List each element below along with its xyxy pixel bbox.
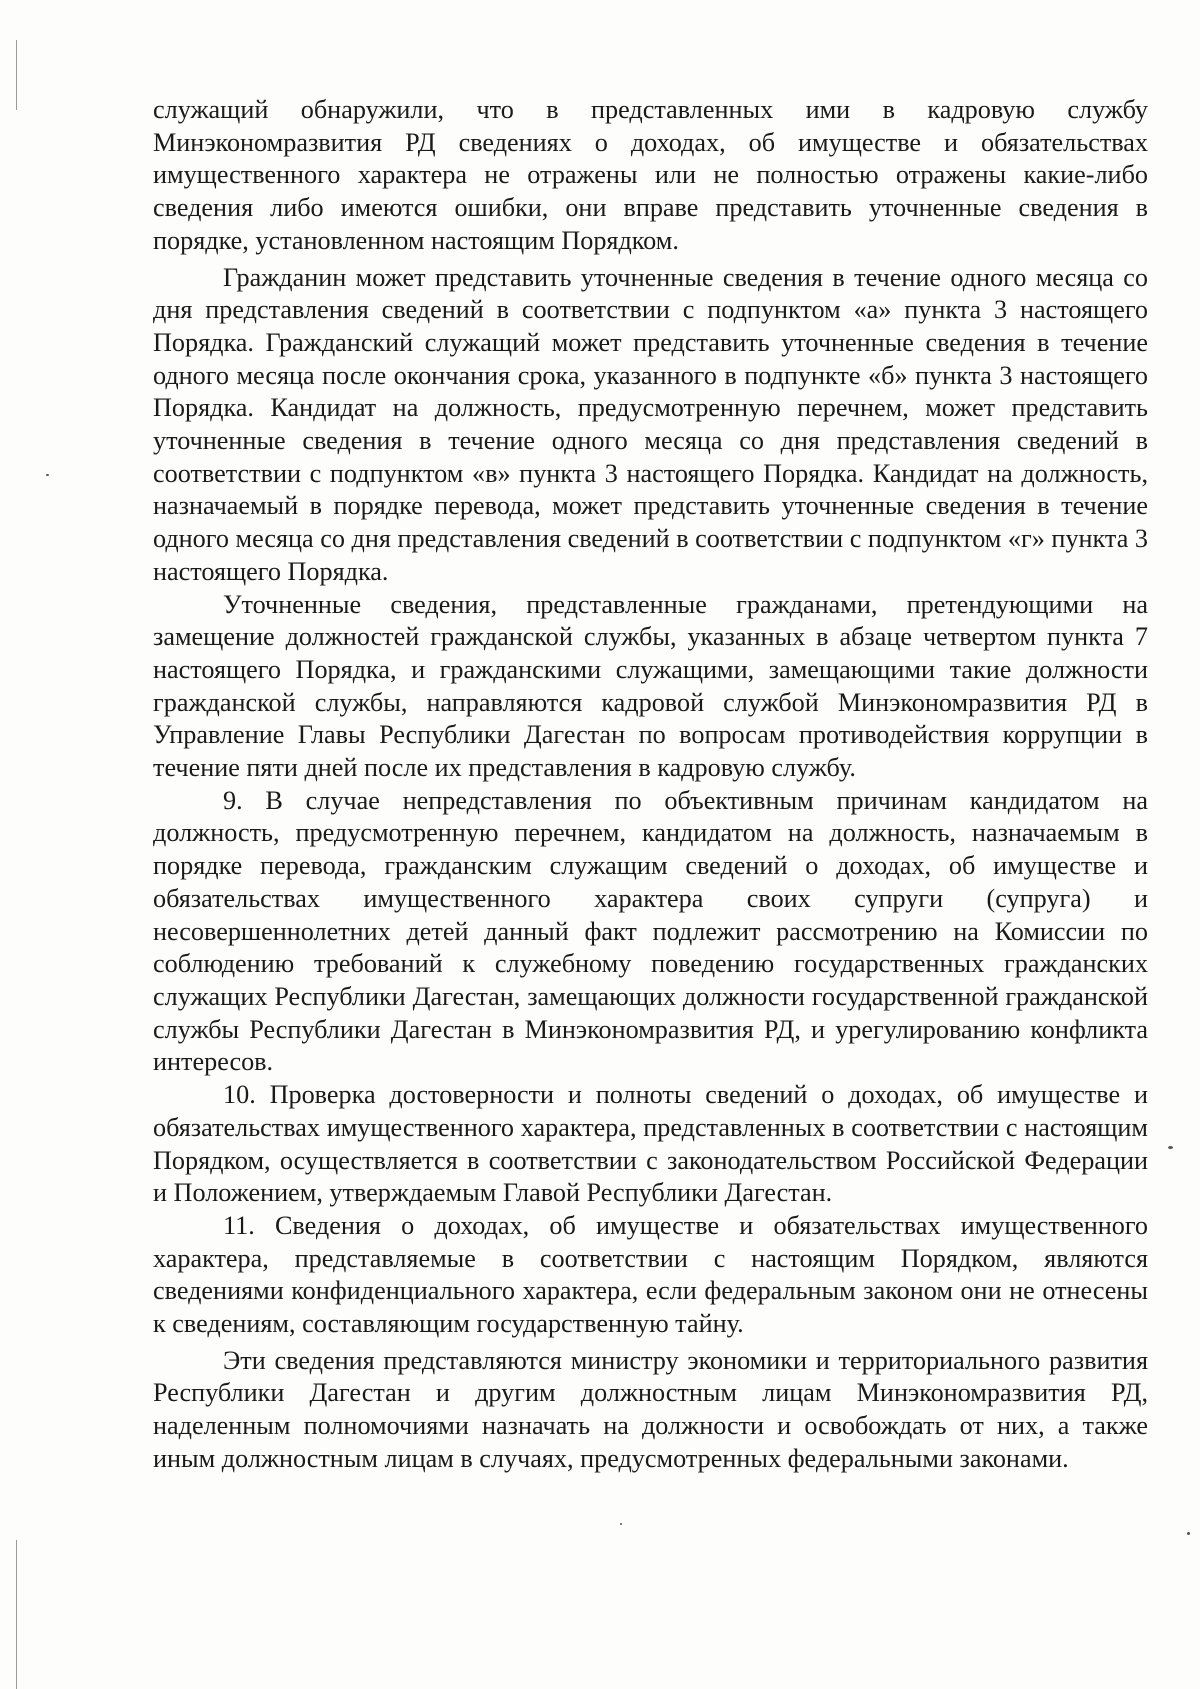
paragraph-clause-9: 9. В случае непредставления по объективным причинам кандидатом на должность, предусмотренную перечнем, кандидатом на должность, назначаемым в порядке перевода, гражданским служащим сведений о доходах, об имуществе и обязательствах имущественного характера своих супруги (супруга) и несовершеннолетних детей данный факт подлежит рассмотрению на Комиссии по соблюдению требований к служебному поведению государственных гражданских служащих Республики Дагестан, замещающих должности государственной гражданской службы Республики Дагестан в Минэкономразвития РД, и урегулированию конфликта интересов.	[153, 785, 1148, 1077]
scan-speck	[46, 474, 49, 476]
scan-edge-mark	[16, 1540, 17, 1689]
scan-speck	[1187, 1532, 1190, 1535]
scan-speck	[1168, 1146, 1173, 1149]
paragraph-clause-10: 10. Проверка достоверности и полноты сведений о доходах, об имуществе и обязательствах имущественного характера, представленных в соответствии с настоящим Порядком, осуществляется в соответствии с законодательством Российской Федерации и Положением, утверждаемым Главой Республики Дагестан.	[153, 1080, 1148, 1208]
paragraph-clarification-forwarding: Уточненные сведения, представленные гражданами, претендующими на замещение должностей гражданской службы, указанных в абзаце четвертом пункта 7 настоящего Порядка, и гражданскими служащими, замещающими такие должности гражданской службы, направляются кадровой службой Минэкономразвития РД в Управление Главы Республики Дагестан по вопросам противодействия коррупции в течение пяти дней после их представления в кадровую службу.	[153, 589, 1148, 783]
paragraph-continuation: служащий обнаружили, что в представленных ими в кадровую службу Минэкономразвития РД сведениях о доходах, об имуществе и обязательствах имущественного характера не отражены или не полностью отражены какие-либо сведения либо имеются ошибки, они вправе представить уточненные сведения в порядке, установленном настоящим Порядком.	[153, 95, 1148, 255]
paragraph-clause-11: 11. Сведения о доходах, об имуществе и обязательствах имущественного характера, представляемые в соответствии с настоящим Порядком, являются сведениями конфиденциального характера, если федеральным законом они не отнесены к сведениям, составляющим государственную тайну.	[153, 1210, 1148, 1339]
paragraph-disclosure-recipients: Эти сведения представляются министру экономики и территориального развития Республики Дагестан и другим должностным лицам Минэкономразвития РД, наделенным полномочиями назначать на должности и освобождать от них, а также иным должностным лицам в случаях, предусмотренных федеральными законами.	[153, 1345, 1148, 1473]
paragraph-clarification-deadlines: Гражданин может представить уточненные сведения в течение одного месяца со дня представления сведений в соответствии с подпунктом «а» пункта 3 настоящего Порядка. Гражданский служащий может представить уточненные сведения в течение одного месяца после окончания срока, указанного в подпункте «б» пункта 3 настоящего Порядка. Кандидат на должность, предусмотренную перечнем, может представить уточненные сведения в течение одного месяца со дня представления сведений в соответствии с подпунктом «в» пункта 3 настоящего Порядка. Кандидат на должность, назначаемый в порядке перевода, может представить уточненные сведения в течение одного месяца со дня представления сведений в соответствии с подпунктом «г» пункта 3 настоящего Порядка.	[153, 262, 1148, 586]
scan-edge-mark	[16, 40, 17, 110]
document-body	[153, 94, 1148, 1476]
scan-speck	[620, 1523, 622, 1525]
